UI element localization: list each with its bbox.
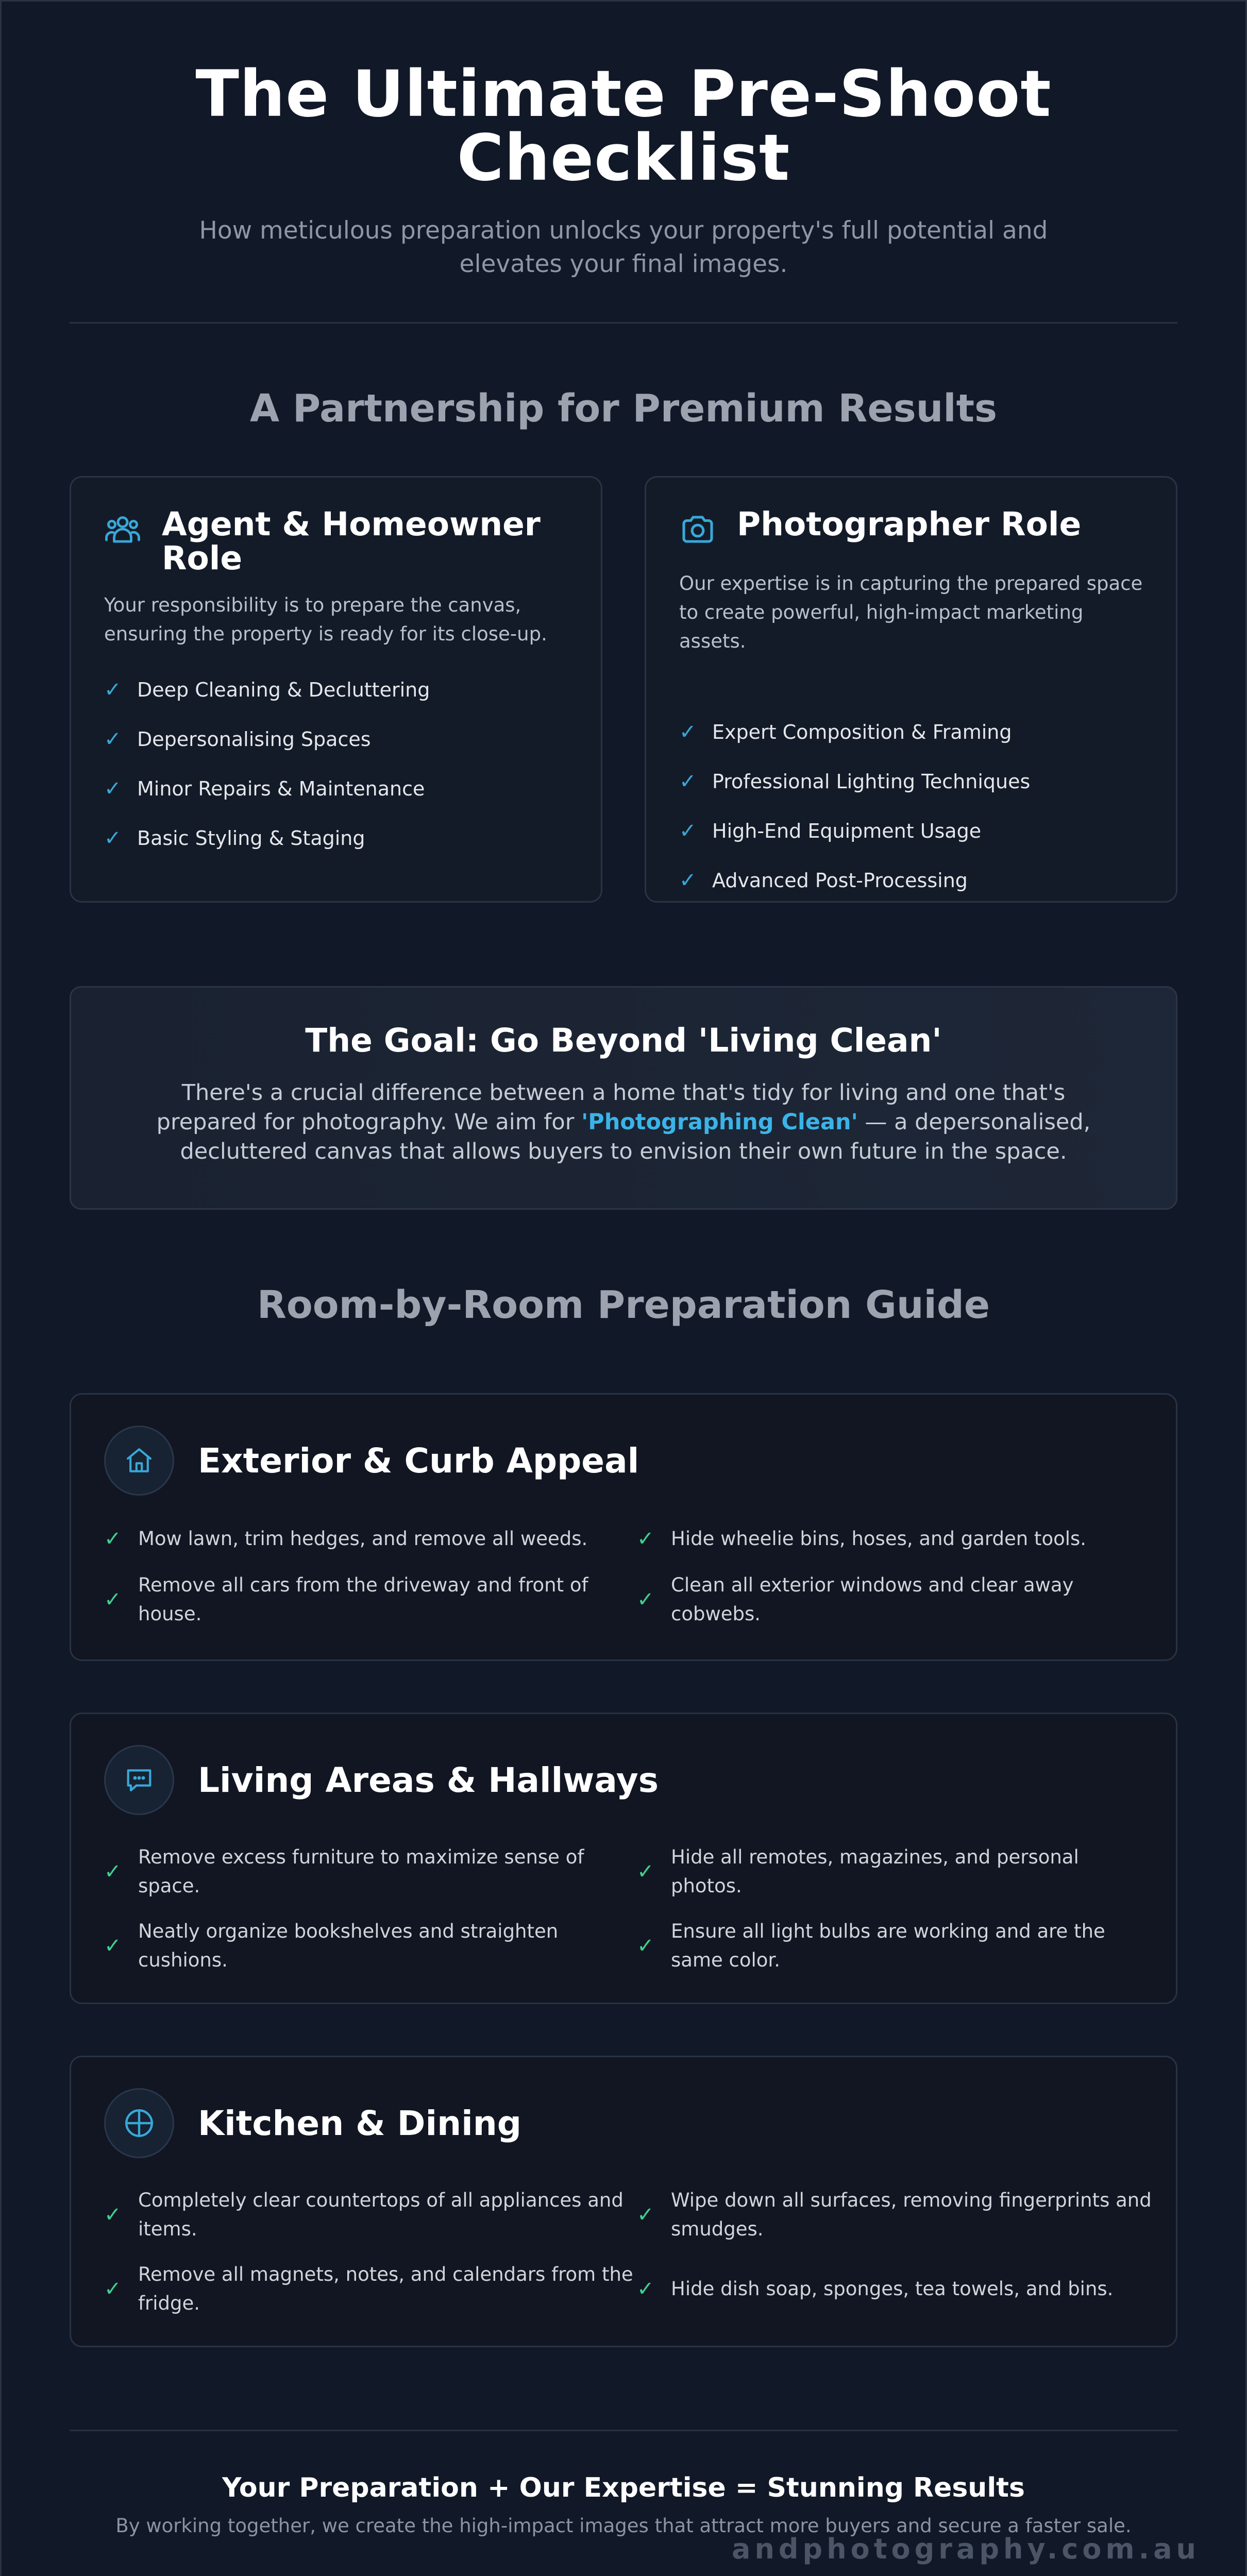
list-item: ✓ Remove all cars from the driveway and front of house. <box>104 1574 588 1625</box>
room-checklist <box>104 2178 1152 2326</box>
check-icon: ✓ <box>104 727 122 751</box>
check-icon: ✓ <box>104 1860 122 1884</box>
page-title: The Ultimate Pre-Shoot Checklist <box>195 57 1052 195</box>
check-icon: ✓ <box>104 777 122 801</box>
hero <box>70 2 1177 281</box>
goal-title: The Goal: Go Beyond 'Living Clean' <box>305 1022 942 1059</box>
room-card-exterior <box>70 1393 1177 1661</box>
brand-url: andphotography.com.au <box>732 2533 1200 2565</box>
list-item: ✓ Expert Composition & Framing <box>679 720 1012 744</box>
divider <box>70 2430 1177 2431</box>
guide-heading: Room-by-Room Preparation Guide <box>257 1283 990 1327</box>
check-icon: ✓ <box>637 1527 654 1551</box>
footer-title: Your Preparation + Our Expertise = Stunning Results <box>222 2472 1025 2503</box>
check-icon: ✓ <box>104 1934 122 1958</box>
room-checklist <box>104 1515 1143 1637</box>
goal-callout <box>70 986 1177 1210</box>
check-icon: ✓ <box>679 770 697 793</box>
check-icon: ✓ <box>104 2277 122 2301</box>
footer <box>70 2430 1177 2537</box>
room-icon-badge <box>104 1426 174 1496</box>
room-checklist <box>104 1835 1143 1983</box>
agent-role-card <box>70 476 602 903</box>
check-icon: ✓ <box>637 2203 654 2227</box>
check-icon: ✓ <box>104 1588 122 1612</box>
check-icon: ✓ <box>637 1934 654 1958</box>
list-item: ✓ High-End Equipment Usage <box>679 819 982 843</box>
photographer-role-description: Our expertise is in capturing the prepared space to create powerful, high-impact marketing assets. <box>679 572 1143 652</box>
list-item: ✓ Clean all exterior windows and clear away cobwebs. <box>637 1574 1074 1625</box>
list-item: ✓ Basic Styling & Staging <box>104 826 365 850</box>
check-icon: ✓ <box>679 819 697 843</box>
check-icon: ✓ <box>637 2277 654 2301</box>
agent-role-description: Your responsibility is to prepare the canvas, ensuring the property is ready for its close-up. <box>104 594 547 645</box>
check-icon: ✓ <box>104 2203 122 2227</box>
list-item: ✓ Depersonalising Spaces <box>104 727 371 751</box>
camera-icon <box>679 511 716 548</box>
chat-icon <box>123 1764 156 1797</box>
list-item: ✓ Remove excess furniture to maximize sense of space. <box>104 1846 584 1897</box>
room-card-kitchen <box>70 2056 1177 2347</box>
crosshair-icon <box>122 2106 156 2140</box>
list-item: ✓ Deep Cleaning & Decluttering <box>104 678 430 702</box>
list-item: ✓ Hide wheelie bins, hoses, and garden tools. <box>637 1515 1152 1563</box>
check-icon: ✓ <box>679 720 697 744</box>
room-title: Exterior & Curb Appeal <box>198 1440 639 1481</box>
list-item: ✓ Remove all magnets, notes, and calendars from the fridge. <box>104 2263 633 2314</box>
users-icon <box>104 511 141 548</box>
check-icon: ✓ <box>104 1527 122 1551</box>
list-item: ✓ Advanced Post-Processing <box>679 869 968 892</box>
footer-text: By working together, we create the high-impact images that attract more buyers and secure a faster sale. <box>115 2515 1132 2537</box>
check-icon: ✓ <box>104 826 122 850</box>
check-icon: ✓ <box>637 1860 654 1884</box>
agent-role-list <box>104 665 568 863</box>
list-item: ✓ Hide dish soap, sponges, tea towels, and bins. <box>637 2252 1152 2326</box>
list-item: ✓ Hide all remotes, magazines, and personal photos. <box>637 1846 1079 1897</box>
list-item: ✓ Mow lawn, trim hedges, and remove all weeds. <box>104 1515 637 1563</box>
list-item: ✓ Neatly organize bookshelves and straighten cushions. <box>104 1920 559 1971</box>
photographer-role-title: Photographer Role <box>737 505 1082 543</box>
room-title: Living Areas & Hallways <box>198 1760 659 1800</box>
check-icon: ✓ <box>679 869 697 892</box>
list-item: ✓ Minor Repairs & Maintenance <box>104 777 425 801</box>
goal-text: There's a crucial difference between a home that's tidy for living and one that's prepared for photography. We aim for 'Photographing Clean' — a depersonalised, decluttered canvas that allows buyers to envision their own future in the space. <box>156 1080 1091 1164</box>
agent-role-title: Agent & Homeowner Role <box>162 505 541 577</box>
role-cards <box>70 476 1177 903</box>
check-icon: ✓ <box>637 1588 654 1612</box>
photographer-role-card <box>645 476 1177 903</box>
home-icon <box>123 1445 155 1477</box>
list-item: ✓ Completely clear countertops of all appliances and items. <box>104 2189 624 2240</box>
list-item: ✓ Professional Lighting Techniques <box>679 770 1031 793</box>
divider <box>70 322 1177 324</box>
list-item: ✓ Wipe down all surfaces, removing fingerprints and smudges. <box>637 2189 1152 2240</box>
room-icon-badge <box>104 1745 174 1815</box>
room-title: Kitchen & Dining <box>198 2103 521 2143</box>
room-icon-badge <box>104 2088 174 2158</box>
partnership-heading: A Partnership for Premium Results <box>249 386 998 431</box>
check-icon: ✓ <box>104 678 122 702</box>
photographer-role-list <box>679 707 1143 905</box>
goal-highlight: 'Photographing Clean' <box>581 1109 858 1135</box>
room-card-living <box>70 1713 1177 2004</box>
list-item: ✓ Ensure all light bulbs are working and are the same color. <box>637 1920 1105 1971</box>
page-subtitle: How meticulous preparation unlocks your property's full potential and elevates your final images. <box>199 216 1048 278</box>
